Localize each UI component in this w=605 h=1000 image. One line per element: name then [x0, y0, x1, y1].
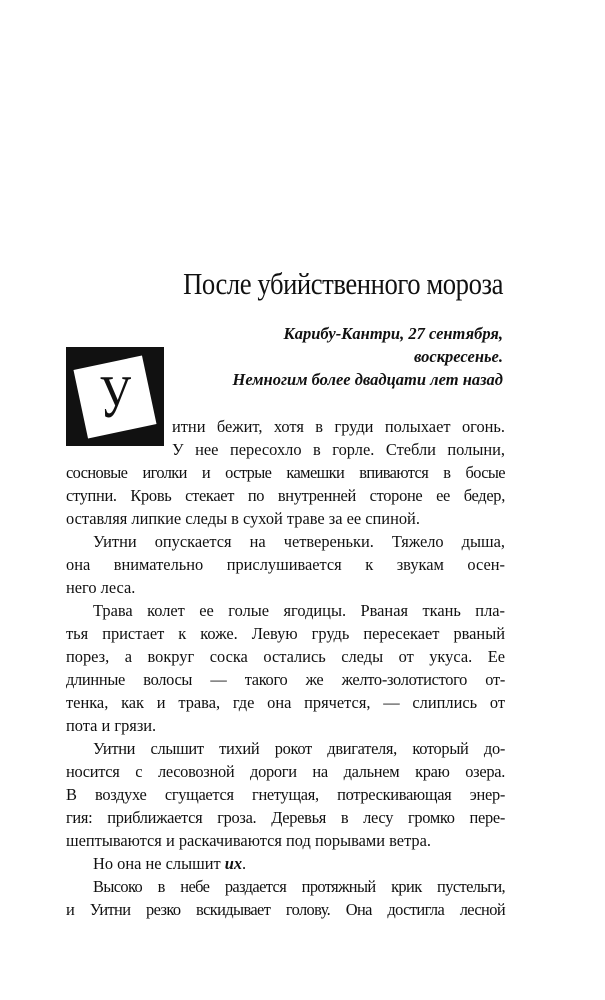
- emphasis: их: [224, 854, 243, 873]
- text-line: и Уитни резко вскидывает голову. Она достигла лесной: [66, 900, 505, 919]
- text-line: ступни. Кровь стекает по внутренней стороне ее бедер,: [66, 486, 505, 505]
- text-line: сосновые иголки и острые камешки впиваются в босые: [66, 463, 505, 482]
- text-fragment: .: [242, 854, 247, 873]
- text-line: гия: приближается гроза. Деревья в лесу громко пере-: [66, 808, 505, 827]
- text-line: тья пристает к коже. Левую грудь пересекает рваный: [66, 624, 505, 643]
- epigraph: [143, 322, 503, 391]
- text-line: пота и грязи.: [66, 716, 157, 735]
- epigraph-line: Карибу-Кантри, 27 сентября,: [283, 324, 503, 343]
- text-line: Уитни опускается на четвереньки. Тяжело дыша,: [93, 532, 505, 551]
- text-line: порез, а вокруг соска остались следы от укуса. Ее: [66, 647, 505, 666]
- epigraph-line: воскресенье.: [413, 347, 503, 366]
- text-line: длинные волосы — такого же желто-золотистого от-: [66, 670, 505, 689]
- text-line: она внимательно прислушивается к звукам осен-: [66, 555, 505, 574]
- text-line: У нее пересохло в горле. Стебли полыни,: [172, 440, 505, 459]
- text-line: него леса.: [66, 578, 136, 597]
- text-line: итни бежит, хотя в груди полыхает огонь.: [172, 417, 505, 436]
- text-line: В воздухе сгущается гнетущая, потрескивающая энер-: [66, 785, 505, 804]
- drop-cap-letter: У: [99, 363, 131, 430]
- text-line: носится с лесовозной дороги на дальнем краю озера.: [66, 762, 505, 781]
- text-line: Высоко в небе раздается протяжный крик пустельги,: [93, 877, 505, 896]
- text-line: Трава колет ее голые ягодицы. Рваная ткань пла-: [93, 601, 505, 620]
- chapter-title: После убийственного мороза: [183, 266, 503, 301]
- text-line: [93, 852, 505, 875]
- epigraph-line: Немногим более двадцати лет назад: [232, 370, 503, 389]
- drop-cap: [66, 347, 164, 446]
- text-line: тенка, как и трава, где она прячется, — слиплись от: [66, 693, 505, 712]
- text-line: Уитни слышит тихий рокот двигателя, который до-: [93, 739, 505, 758]
- text-line: шептываются и раскачиваются под порывами ветра.: [66, 831, 432, 850]
- text-line: оставляя липкие следы в сухой траве за ее спиной.: [66, 509, 420, 528]
- text-fragment: Но она не слышит: [93, 854, 225, 873]
